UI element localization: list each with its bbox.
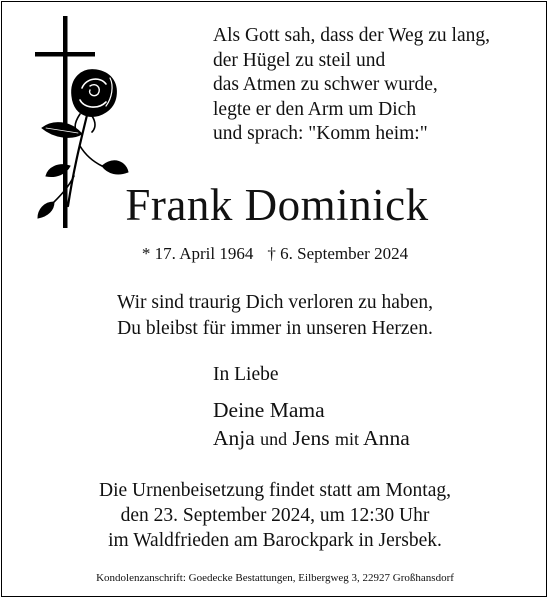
mourning-line: Wir sind traurig Dich verloren zu haben,: [117, 292, 433, 313]
mourning-line: Du bleibst für immer in unseren Herzen.: [117, 318, 433, 339]
conjunction: mit: [334, 429, 359, 449]
poem-line: legte er den Arm um Dich: [213, 98, 417, 120]
signoff-intro: In Liebe: [213, 364, 279, 385]
memorial-poem: [213, 24, 490, 147]
signoff-line-mother: Deine Mama: [213, 398, 325, 422]
death-date: † 6. September 2024: [267, 244, 409, 263]
deceased-name: Frank Dominick: [125, 180, 429, 230]
poem-line: das Atmen zu schwer wurde,: [213, 74, 438, 95]
funeral-line: im Waldfrieden am Barockpark in Jersbek.: [108, 530, 442, 551]
family-signatures: [213, 396, 410, 453]
funeral-details: [0, 478, 550, 553]
funeral-line: den 23. September 2024, um 12:30 Uhr: [120, 505, 430, 526]
family-name: Anja: [213, 426, 255, 450]
family-name: Jens: [292, 426, 330, 450]
conjunction: und: [260, 429, 288, 449]
birth-date: * 17. April 1964: [141, 244, 254, 263]
mourning-text: [0, 290, 550, 342]
poem-line: und sprach: "Komm heim:": [213, 123, 428, 144]
poem-line: der Hügel zu steil und: [213, 49, 386, 71]
signoff-line-family: [213, 424, 410, 453]
poem-line: Als Gott sah, dass der Weg zu lang,: [213, 25, 490, 46]
life-dates: [0, 243, 550, 265]
condolence-address: Kondolenzanschrift: Goedecke Bestattungen, Eilbergweg 3, 22927 Großhansdorf: [96, 572, 454, 584]
funeral-line: Die Urnenbeisetzung findet statt am Montag,: [99, 480, 451, 501]
family-name: Anna: [363, 426, 410, 450]
